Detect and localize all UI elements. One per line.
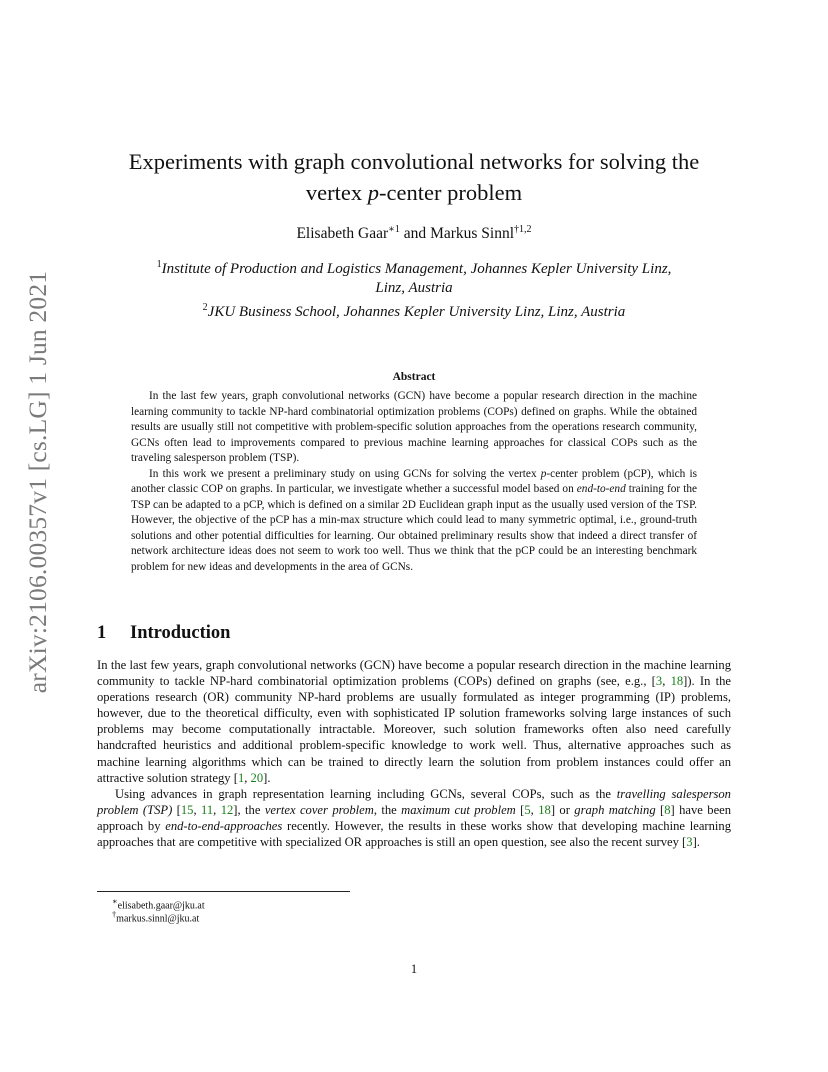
citation-link[interactable]: 12 <box>220 802 234 817</box>
citation-link[interactable]: 20 <box>250 770 264 785</box>
citation-link[interactable]: 11 <box>201 802 214 817</box>
affiliation-1: $^1$Institute of Production and Logistics Management, Johannes Kepler University Linz, <box>156 259 672 277</box>
footnote-2: †markus.sinnl@jku.at <box>112 910 200 925</box>
title-line-1: Experiments with graph convolutional networks for solving the <box>128 149 700 174</box>
affiliation-2: $^2$JKU Business School, Johannes Kepler University Linz, Linz, Austria <box>202 302 626 320</box>
abstract-heading: Abstract <box>392 371 436 383</box>
abstract-body <box>131 389 697 575</box>
author-list: Elisabeth Gaar$^{∗1}$ and Markus Sinnl$^{\dagger 1,2}$ <box>296 224 532 243</box>
citation-link[interactable]: 3 <box>655 674 663 689</box>
abstract-paragraph-1: In the last few years, graph convolutional networks (GCN) have become a popular research direction in the machine learning community to tackle NP-hard combinatorial optimization problems (COPs) defined on graphs. While the obtained results are usually still not competitive with problem-specific solution approaches from the operations research community, GCNs often lead to improvements compared to previous machine learning approaches for classical COPs such as the traveling salesperson problem (TSP). <box>131 390 697 464</box>
footnote-1: ∗elisabeth.gaar@jku.at <box>112 897 205 912</box>
citation-link[interactable]: 8 <box>664 802 671 817</box>
arxiv-watermark <box>18 270 58 694</box>
section-heading <box>97 623 230 644</box>
arxiv-id: arXiv:2106.00357v1 [cs.LG] 1 Jun 2021 <box>23 270 52 694</box>
citation-link[interactable]: 18 <box>538 802 551 817</box>
section-title: Introduction <box>130 623 231 643</box>
author-1-mark: ∗1 <box>388 224 400 235</box>
title-line-2: vertex p-center problem <box>305 180 523 205</box>
page-number: 1 <box>410 962 418 976</box>
footnote-rule <box>97 891 350 892</box>
paper-title <box>80 146 748 208</box>
author-1: Elisabeth Gaar <box>296 225 389 243</box>
section-number: 1 <box>97 623 107 643</box>
citation-link[interactable]: 15 <box>180 802 194 817</box>
citation-link[interactable]: 3 <box>686 835 693 850</box>
affiliation-1-cont: Linz, Austria <box>375 280 453 296</box>
citation-link[interactable]: 5 <box>524 802 531 817</box>
intro-paragraph-1: In the last few years, graph convolutional networks (GCN) have become a popular research direction in the machine learning community to tackle NP-hard combinatorial optimization problems (COPs) defined on graphs (see, e.g., [3, 18]). In the operations research (OR) community NP-hard problems are usually formulated as integer programming (IP) problems, however, due to the theoretical difficulty, even with sophisticated IP solution frameworks solving large instances of such problems may become computationally intractable. Moreover, such solution frameworks often also need carefully handcrafted heuristics and additional problem-specific knowledge to work well. Thus, alternative approaches such as machine learning algorithms which can be trained to directly learn the solution from problem instances could offer an attractive solution strategy [1, 20]. <box>97 658 732 785</box>
affiliations <box>100 255 728 322</box>
introduction-body <box>97 657 731 850</box>
author-2: Markus Sinnl <box>430 225 515 243</box>
citation-link[interactable]: 18 <box>670 674 684 689</box>
author-2-mark: †1,2 <box>514 224 532 235</box>
abstract-paragraph-2: In this work we present a preliminary study on using GCNs for solving the vertex p-center problem (pCP), which is another classic COP on graphs. In particular, we investigate whether a successful model based on end-to-end training for the TSP can be adapted to a pCP, which is defined on a similar 2D Euclidean graph input as the usually used version of the TSP. However, the objective of the pCP has a min-max structure which could lead to many symmetric optimal, i.e., ground-truth solutions and other potential difficulties for learning. Our obtained preliminary results show that indeed a direct transfer of network architecture ideas does not seem to work too well. Thus we think that the pCP could be an interesting benchmark problem for new ideas and developments in the area of GCNs. <box>131 467 697 573</box>
citation-link[interactable]: 1 <box>237 770 245 785</box>
intro-paragraph-2: Using advances in graph representation learning including GCNs, several COPs, such as the travelling salesperson problem (TSP) [15, 11, 12], the vertex cover problem, the maximum cut problem [5, 18] or graph matching [8] have been approach by end-to-end-approaches recently. However, the results in these works show that developing machine learning approaches that are competitive with specialized OR approaches is still an open question, see also the recent survey [3]. <box>97 786 732 850</box>
